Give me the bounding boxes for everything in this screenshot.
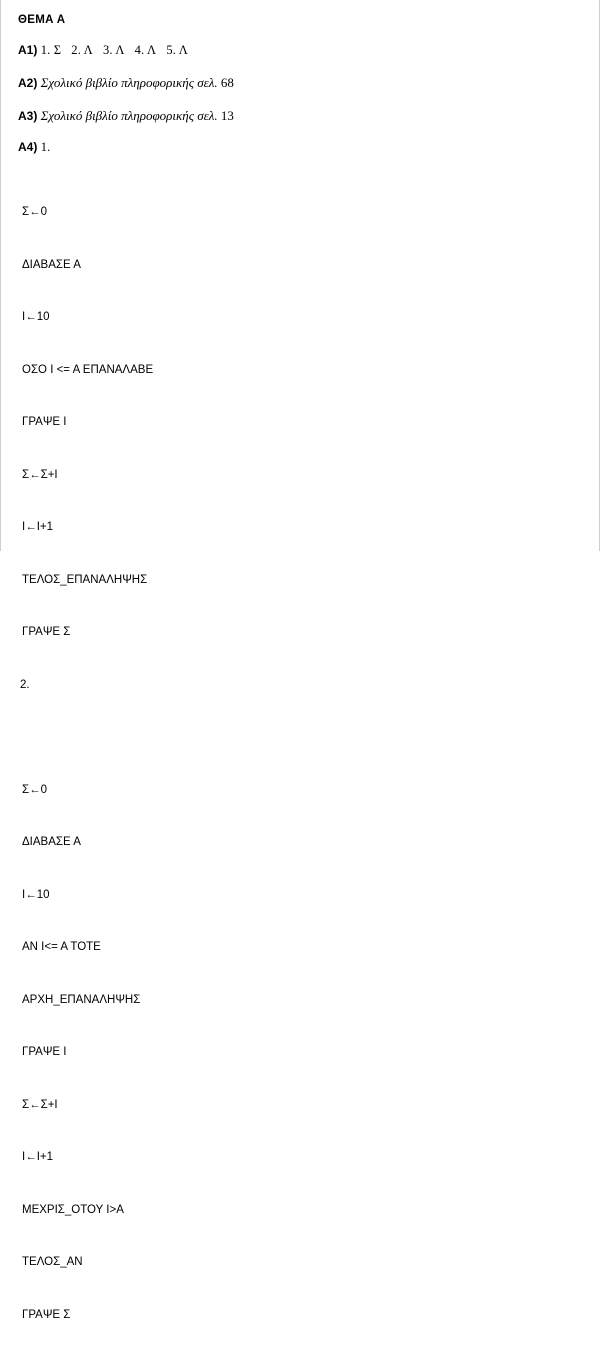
question-a1-answers	[41, 43, 188, 57]
code-line: Ι←10	[22, 311, 50, 324]
pseudocode-block-1	[22, 169, 586, 1359]
code-line: ΜΕΧΡΙΣ_ΟΤΟΥ Ι>Α	[22, 1203, 124, 1216]
question-a4-text: 1.	[40, 140, 51, 155]
code-line: Ι←Ι+1	[22, 521, 54, 534]
answer-item: 4. Λ	[134, 43, 157, 57]
answer-item: 2. Λ	[71, 43, 93, 57]
code-line: ΓΡΑΨΕ Ι	[22, 1046, 67, 1059]
question-a3	[18, 108, 586, 124]
code-line: Σ←Σ+Ι	[22, 1098, 58, 1111]
question-a1-label: Α1)	[18, 43, 38, 57]
code-line: ΔΙΑΒΑΣΕ Α	[22, 836, 81, 849]
question-a3-text	[41, 108, 234, 123]
answer-item: 5. Λ	[166, 43, 189, 57]
code-line: Σ←Σ+Ι	[22, 468, 58, 481]
page-title: ΘΕΜΑ Α	[18, 14, 66, 26]
question-a3-label: Α3)	[18, 108, 38, 123]
page-left-border	[0, 0, 1, 551]
code-line: ΓΡΑΨΕ Σ	[22, 1308, 71, 1321]
code-line: ΤΕΛΟΣ_ΑΝ	[22, 1256, 83, 1269]
code-line: ΓΡΑΨΕ Ι	[22, 416, 67, 429]
question-a2-page: 68	[220, 75, 234, 90]
answer-item: 3. Λ	[102, 43, 125, 57]
question-a4-label: Α4)	[18, 140, 38, 155]
code-line: ΟΣΟ Ι <= Α ΕΠΑΝΑΛΑΒΕ	[22, 363, 154, 376]
question-a2	[18, 75, 586, 91]
code-line: Ι←Ι+1	[22, 1151, 54, 1164]
question-a4	[18, 140, 586, 155]
code-spacer	[22, 729, 586, 747]
question-a2-reference: Σχολικό βιβλίο πληροφορικής σελ.	[40, 75, 218, 90]
question-a1	[18, 43, 586, 58]
code-line: ΤΕΛΟΣ_ΕΠΑΝΑΛΗΨΗΣ	[22, 573, 148, 586]
code-line: Σ←0	[22, 783, 48, 796]
code-line: ΓΡΑΨΕ Σ	[22, 626, 71, 639]
code-line: Σ←0	[22, 206, 48, 219]
code-line: ΔΙΑΒΑΣΕ Α	[22, 258, 81, 271]
question-a2-label: Α2)	[18, 76, 38, 90]
answer-item: 1. Σ	[40, 43, 62, 57]
code-line: ΑΝ Ι<= Α ΤΟΤΕ	[22, 941, 101, 954]
question-a3-reference: Σχολικό βιβλίο πληροφορικής σελ.	[40, 107, 218, 123]
code-line: Ι←10	[22, 888, 50, 901]
question-a3-page: 13	[220, 107, 234, 123]
question-a2-text	[41, 75, 234, 90]
code-line: ΑΡΧΗ_ΕΠΑΝΑΛΗΨΗΣ	[22, 993, 141, 1006]
second-item-marker: 2.	[20, 678, 30, 691]
